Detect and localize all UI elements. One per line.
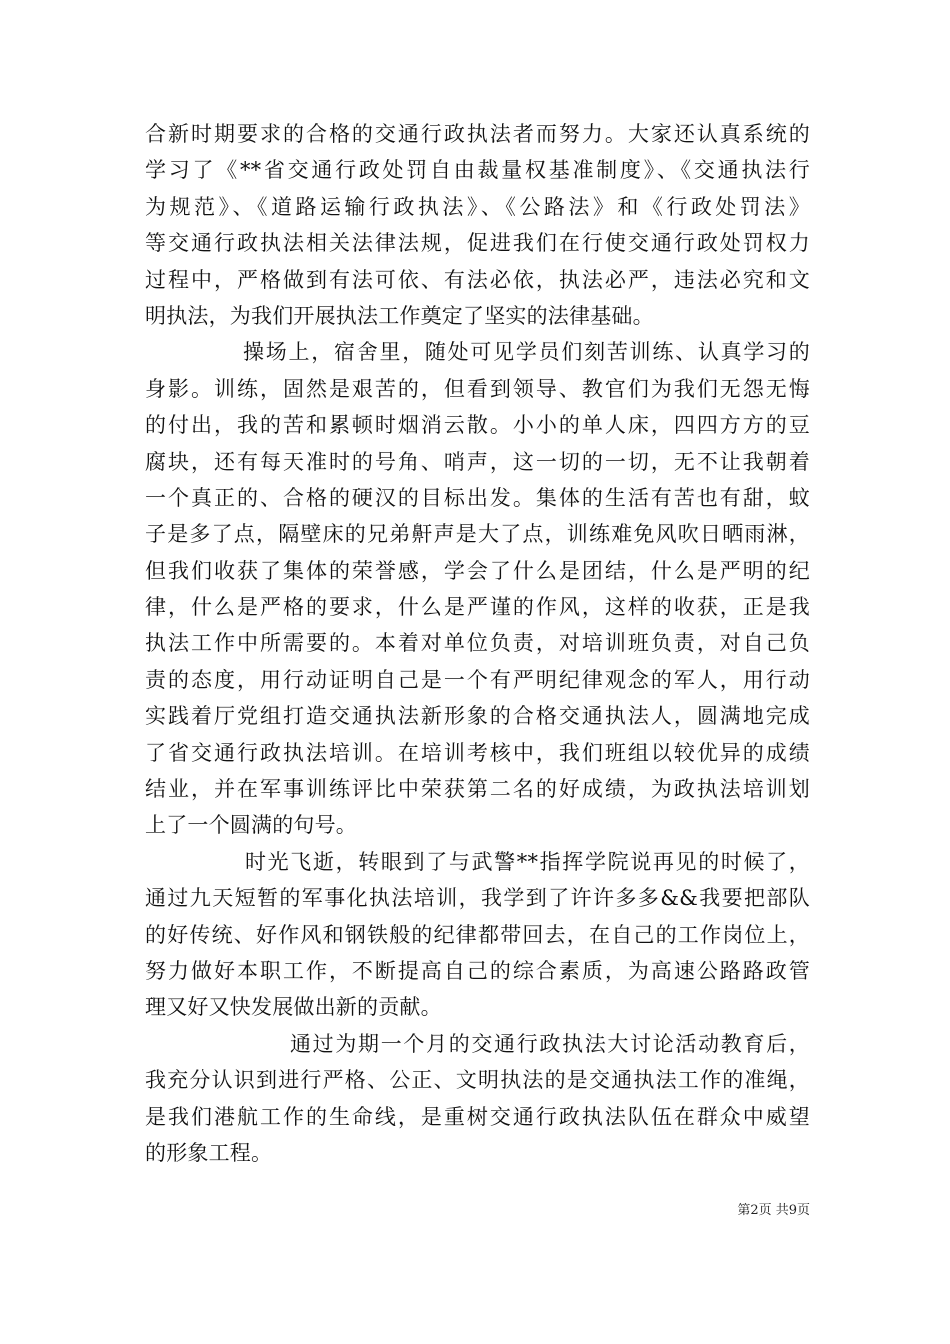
text-line: 责的态度，用行动证明自己是一个有严明纪律观念的军人，用行动 <box>145 667 810 692</box>
text-line: 理又好又快发展做出新的贡献。 <box>145 995 442 1020</box>
text-line: 努力做好本职工作，不断提高自己的综合素质，为高速公路路政管 <box>145 958 810 983</box>
text-line: 为规范》、《道路运输行政执法》、《公路法》和《行政处罚法》 <box>145 194 810 219</box>
text-line: 时光飞逝，转眼到了与武警**指挥学院说再见的时候了， <box>245 849 810 874</box>
text-line: 我充分认识到进行严格、公正、文明执法的是交通执法工作的准绳， <box>145 1068 810 1093</box>
text-line: 上了一个圆满的句号。 <box>145 813 357 838</box>
text-line: 结业，并在军事训练评比中荣获第二名的好成绩，为政执法培训划 <box>145 777 810 802</box>
text-line: 明执法，为我们开展执法工作奠定了坚实的法律基础。 <box>145 303 654 328</box>
text-line: 过程中，严格做到有法可依、有法必依，执法必严，违法必究和文 <box>145 267 810 292</box>
text-line: 的好传统、好作风和钢铁般的纪律都带回去，在自己的工作岗位上， <box>145 922 810 947</box>
body-text <box>145 116 810 1171</box>
text-line: 身影。训练，固然是艰苦的，但看到领导、教官们为我们无怨无悔 <box>145 376 810 401</box>
text-line: 实践着厅党组打造交通执法新形象的合格交通执法人，圆满地完成 <box>145 704 810 729</box>
text-line: 是我们港航工作的生命线，是重树交通行政执法队伍在群众中威望 <box>145 1104 810 1129</box>
text-line: 子是多了点，隔壁床的兄弟鼾声是大了点，训练难免风吹日晒雨淋， <box>145 522 810 547</box>
text-line: 合新时期要求的合格的交通行政执法者而努力。大家还认真系统的 <box>145 122 810 146</box>
text-line: 通过为期一个月的交通行政执法大讨论活动教育后， <box>290 1031 810 1056</box>
text-line: 的形象工程。 <box>145 1140 273 1165</box>
text-line: 一个真正的、合格的硬汉的目标出发。集体的生活有苦也有甜，蚊 <box>145 485 810 510</box>
text-line: 学习了《**省交通行政处罚自由裁量权基准制度》、《交通执法行 <box>145 158 810 183</box>
text-line: 律，什么是严格的要求，什么是严谨的作风，这样的收获，正是我 <box>145 595 810 620</box>
text-line: 腐块，还有每天准时的号角、哨声，这一切的一切，无不让我朝着 <box>145 449 810 474</box>
text-line: 执法工作中所需要的。本着对单位负责，对培训班负责，对自己负 <box>145 631 810 656</box>
text-line: 通过九天短暂的军事化执法培训，我学到了许许多多&&我要把部队 <box>145 886 810 911</box>
text-line: 操场上，宿舍里，随处可见学员们刻苦训练、认真学习的 <box>243 340 810 365</box>
text-line: 的付出，我的苦和累顿时烟消云散。小小的单人床，四四方方的豆 <box>145 413 810 438</box>
text-line: 但我们收获了集体的荣誉感，学会了什么是团结，什么是严明的纪 <box>145 558 810 583</box>
page-footer: 第2页 共9页 <box>737 1203 810 1218</box>
text-line: 等交通行政执法相关法律法规，促进我们在行使交通行政处罚权力 <box>145 231 810 256</box>
text-line: 了省交通行政执法培训。在培训考核中，我们班组以较优异的成绩 <box>145 740 810 765</box>
